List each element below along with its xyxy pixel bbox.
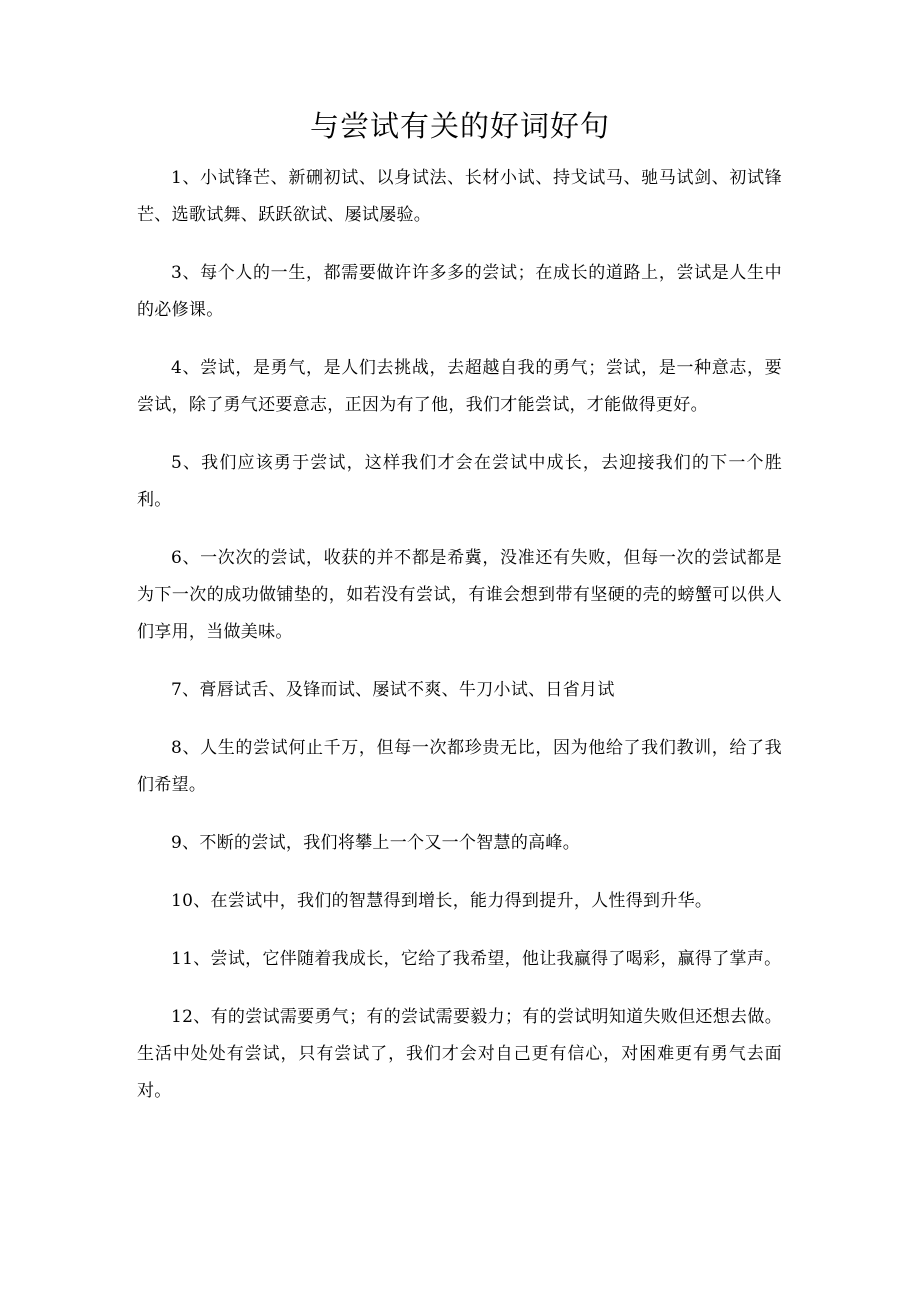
paragraph-3: 3、每个人的一生，都需要做许许多多的尝试；在成长的道路上，尝试是人生中的必修课。	[137, 263, 782, 320]
paragraph-4: 4、尝试，是勇气，是人们去挑战，去超越自我的勇气；尝试，是一种意志，要尝试，除了勇气还要意志，正因为有了他，我们才能尝试，才能做得更好。	[137, 358, 782, 415]
paragraph-5: 5、我们应该勇于尝试，这样我们才会在尝试中成长，去迎接我们的下一个胜利。	[137, 453, 782, 510]
document-body	[137, 160, 782, 1131]
paragraph-7: 7、膏唇试舌、及锋而试、屡试不爽、牛刀小试、日省月试	[171, 680, 615, 700]
paragraph-6: 6、一次次的尝试，收获的并不都是希冀，没准还有失败，但每一次的尝试都是为下一次的成功做铺垫的，如若没有尝试，有谁会想到带有坚硬的壳的螃蟹可以供人们享用，当做美味。	[137, 548, 782, 642]
paragraph-9: 9、不断的尝试，我们将攀上一个又一个智慧的高峰。	[171, 833, 581, 853]
document-title: 与尝试有关的好词好句	[309, 109, 610, 143]
paragraph-8: 8、人生的尝试何止千万，但每一次都珍贵无比，因为他给了我们教训，给了我们希望。	[137, 738, 782, 795]
paragraph-10: 10、在尝试中，我们的智慧得到增长，能力得到提升，人性得到升华。	[171, 891, 713, 911]
paragraph-11: 11、尝试，它伴随着我成长，它给了我希望，他让我赢得了喝彩，赢得了掌声。	[171, 949, 782, 969]
paragraph-1: 1、小试锋芒、新硎初试、以身试法、长材小试、持戈试马、驰马试剑、初试锋芒、选歌试舞、跃跃欲试、屡试屡验。	[137, 168, 782, 225]
paragraph-12: 12、有的尝试需要勇气；有的尝试需要毅力；有的尝试明知道失败但还想去做。生活中处处有尝试，只有尝试了，我们才会对自己更有信心，对困难更有勇气去面对。	[137, 1007, 782, 1101]
